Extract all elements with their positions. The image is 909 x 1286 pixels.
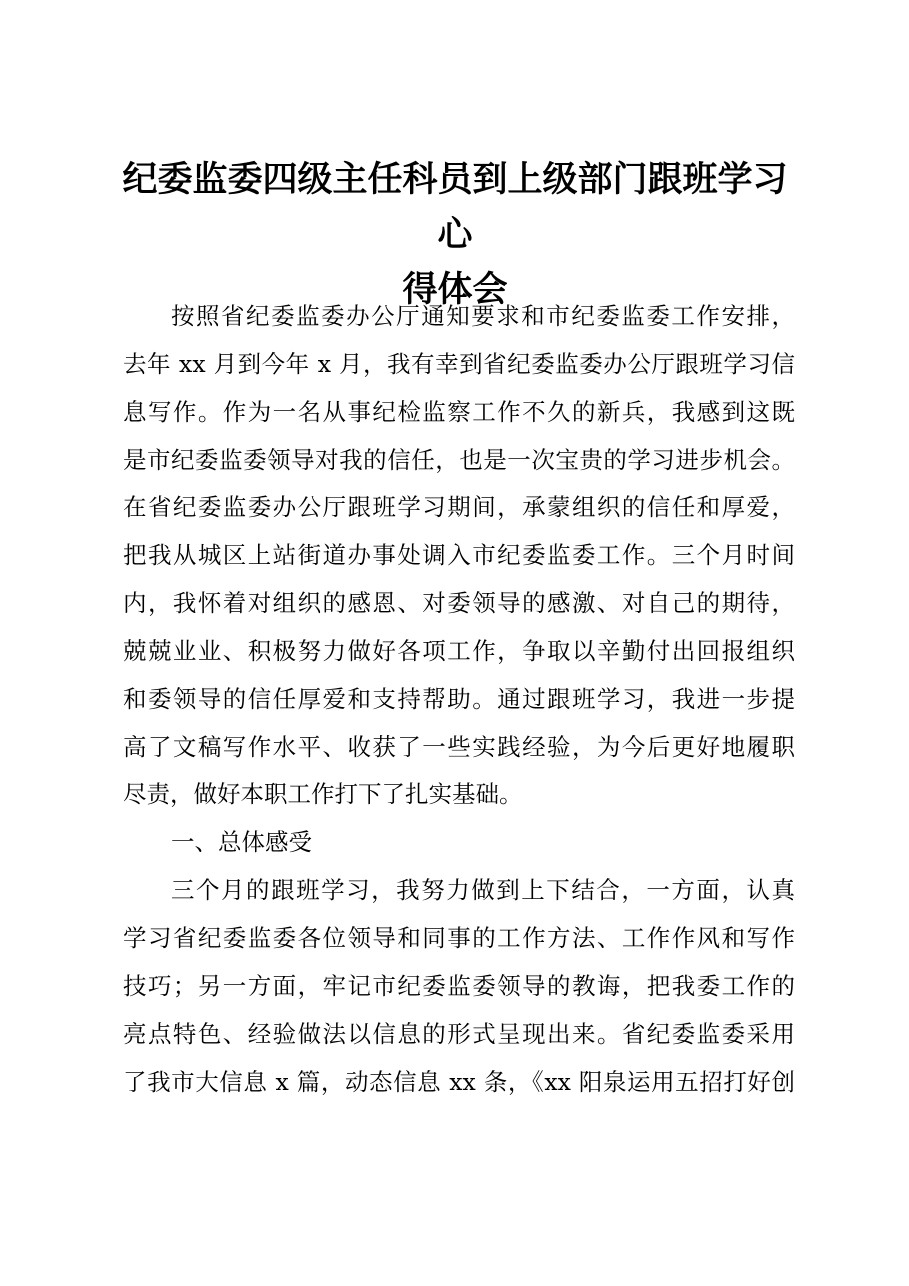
document-body: [123, 293, 795, 1106]
paragraph-2-line-2: 学习省纪委监委各位领导和同事的工作方法、工作作风和写作: [123, 923, 795, 952]
paragraph-1-line-5: 在省纪委监委办公厅跟班学习期间，承蒙组织的信任和厚爱，: [123, 493, 795, 522]
paragraph-2-line-5: 了我市大信息 x 篇，动态信息 xx 条，《xx 阳泉运用五招打好创: [123, 1067, 795, 1096]
paragraph-1-line-9: 和委领导的信任厚爱和支持帮助。通过跟班学习，我进一步提: [123, 684, 795, 713]
section-heading: 一、总体感受: [171, 828, 312, 857]
paragraph-1-line-11: 尽责，做好本职工作打下了扎实基础。: [123, 780, 523, 809]
paragraph-1-line-6: 把我从城区上站街道办事处调入市纪委监委工作。三个月时间: [123, 541, 795, 570]
paragraph-2-line-4: 亮点特色、经验做法以信息的形式呈现出来。省纪委监委采用: [123, 1019, 795, 1048]
paragraph-2-line-3: 技巧；另一方面，牢记市纪委监委领导的教诲，把我委工作的: [123, 971, 795, 1000]
paragraph-1-line-1: 按照省纪委监委办公厅通知要求和市纪委监委工作安排，: [171, 302, 795, 330]
paragraph-1-line-10: 高了文稿写作水平、收获了一些实践经验，为今后更好地履职: [123, 732, 795, 761]
paragraph-1-line-4: 是市纪委监委领导对我的信任，也是一次宝贵的学习进步机会。: [123, 445, 795, 474]
paragraph-1-line-3: 息写作。作为一名从事纪检监察工作不久的新兵，我感到这既: [123, 397, 795, 426]
title-line-1: 纪委监委四级主任科员到上级部门跟班学习心: [122, 159, 788, 255]
paragraph-1-line-7: 内，我怀着对组织的感恩、对委领导的感激、对自己的期待，: [123, 589, 795, 618]
paragraph-1-line-8: 兢兢业业、积极努力做好各项工作，争取以辛勤付出回报组织: [123, 636, 795, 665]
title-line-2: 得体会: [402, 269, 508, 310]
paragraph-2-line-1: 三个月的跟班学习，我努力做到上下结合，一方面，认真: [171, 876, 795, 905]
paragraph-1-line-2: 去年 xx 月到今年 x 月，我有幸到省纪委监委办公厅跟班学习信: [123, 349, 795, 378]
